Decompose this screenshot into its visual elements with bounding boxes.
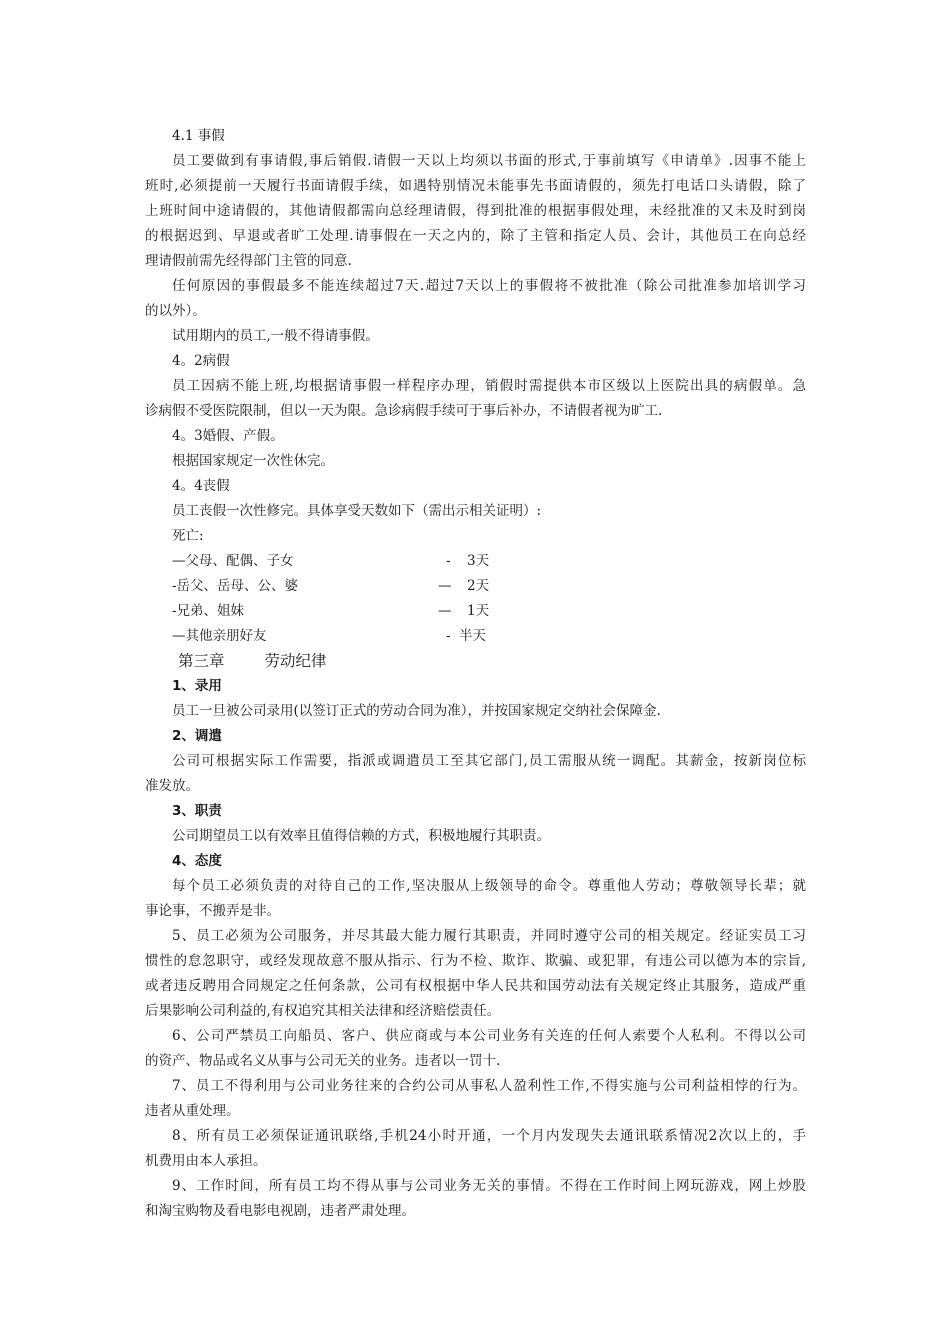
- section-heading: 2、调遣: [172, 728, 222, 744]
- funeral-days: 2天: [467, 578, 490, 594]
- section-title-funeral-leave: 4。4丧假: [172, 478, 230, 494]
- funeral-dash: —: [438, 603, 452, 619]
- paragraph-line: 惯性的怠忽职守，或经发现故意不服从指示、行为不检、欺诈、欺骗、或犯罪，有违公司以德为本的宗旨,: [145, 953, 806, 969]
- paragraph-line: 违者从重处理。: [145, 1103, 240, 1119]
- paragraph-line: 员工一旦被公司录用(以签订正式的劳动合同为准），并按国家规定交纳社会保障金.: [172, 703, 661, 719]
- paragraph-line: 5、员工必须为公司服务，并尽其最大能力履行其职责，并同时遵守公司的相关规定。经证实员工习: [172, 928, 806, 944]
- funeral-relation: -兄弟、姐妹: [172, 603, 245, 619]
- chapter-title: 劳动纪律: [264, 652, 327, 670]
- paragraph-line: 员工要做到有事请假,事后销假.请假一天以上均须以书面的形式,于事前填写《申请单》.因事不能上: [172, 153, 806, 169]
- section-heading: 3、职责: [172, 803, 222, 819]
- section-title-marriage-leave: 4。3婚假、产假。: [172, 428, 284, 444]
- paragraph-line: 和淘宝购物及看电影电视剧，违者严肃处理。: [145, 1203, 415, 1219]
- funeral-dash: —: [438, 578, 452, 594]
- chapter-number: 第三章: [178, 652, 225, 670]
- paragraph-line: 事论事，不搬弄是非。: [145, 903, 280, 919]
- paragraph-line: 每个员工必须负责的对待自己的工作,坚决服从上级领导的命令。尊重他人劳动；尊敬领导长辈；就: [172, 878, 806, 894]
- paragraph-line: 的根据迟到、早退或者旷工处理.请事假在一天之内的，除了主管和指定人员、会计，其他员工在向总经: [145, 228, 806, 244]
- paragraph-line: 的以外）。: [145, 303, 206, 319]
- paragraph-line: 的资产、物品或名义从事与公司无关的业务。违者以一罚十.: [145, 1053, 501, 1069]
- funeral-relation: -岳父、岳母、公、婆: [172, 578, 299, 594]
- paragraph-line: 理请假前需先经得部门主管的同意.: [145, 253, 352, 269]
- section-title-sick-leave: 4。2病假: [172, 353, 230, 369]
- section-title-personal-leave: 4.1 事假: [172, 128, 225, 144]
- paragraph-line: 6、公司严禁员工向船员、客户、供应商或与本公司业务有关连的任何人索要个人私利。不得以公司: [172, 1028, 806, 1044]
- paragraph-line: 员工丧假一次性修完。具体享受天数如下（需出示相关证明）:: [172, 503, 542, 519]
- chapter-heading: [178, 651, 327, 671]
- paragraph-line: 任何原因的事假最多不能连续超过7天.超过7天以上的事假将不被批准（除公司批准参加培训学习: [172, 278, 806, 294]
- paragraph-line: 机费用由本人承担。: [145, 1153, 267, 1169]
- paragraph-line: 班时,必须提前一天履行书面请假手续，如遇特别情况未能事先书面请假的，须先打电话口头请假，除了: [145, 178, 806, 194]
- paragraph-line: 上班时间中途请假的，其他请假都需向总经理请假，得到批准的根据事假处理，未经批准的又未及时到岗: [145, 203, 806, 219]
- paragraph-line: 9、工作时间，所有员工均不得从事与公司业务无关的事情。不得在工作时间上网玩游戏，网上炒股: [172, 1178, 806, 1194]
- paragraph-line: 准发放。: [145, 778, 199, 794]
- paragraph-line: 诊病假不受医院限制，但以一天为限。急诊病假手续可于事后补办，不请假者视为旷工.: [145, 403, 663, 419]
- funeral-days: 半天: [459, 628, 486, 644]
- funeral-relation: —其他亲朋好友: [172, 628, 267, 644]
- funeral-dash: -: [446, 628, 451, 644]
- paragraph-line: 7、员工不得利用与公司业务往来的合约公司从事私人盈利性工作,不得实施与公司利益相悖的行为。: [172, 1078, 806, 1094]
- section-heading: 1、录用: [172, 678, 222, 694]
- paragraph-line: 或者违反聘用合同规定之任何条款，公司有权根据中华人民共和国劳动法有关规定终止其服务，造成严重: [145, 978, 806, 994]
- paragraph-line: 后果影响公司利益的,有权追究其相关法律和经济赔偿责任。: [145, 1003, 501, 1019]
- funeral-dash: -: [446, 553, 451, 569]
- paragraph-line: 试用期内的员工,一般不得请事假。: [172, 328, 379, 344]
- section-heading: 4、态度: [172, 853, 222, 869]
- paragraph-line: 8、所有员工必须保证通讯联络,手机24小时开通，一个月内发现失去通讯联系情况2次以上的，手: [172, 1128, 806, 1144]
- funeral-days: 3天: [467, 553, 490, 569]
- death-label: 死亡:: [172, 528, 204, 544]
- paragraph-line: 根据国家规定一次性休完。: [172, 453, 334, 469]
- funeral-relation: —父母、配偶、子女: [172, 553, 294, 569]
- paragraph-line: 公司可根据实际工作需要，指派或调遣员工至其它部门,员工需服从统一调配。其薪金，按新岗位标: [172, 753, 806, 769]
- funeral-days: 1天: [467, 603, 490, 619]
- paragraph-line: 员工因病不能上班,均根据请事假一样程序办理，销假时需提供本市区级以上医院出具的病假单。急: [172, 378, 806, 394]
- paragraph-line: 公司期望员工以有效率且值得信赖的方式，积极地履行其职责。: [172, 828, 550, 844]
